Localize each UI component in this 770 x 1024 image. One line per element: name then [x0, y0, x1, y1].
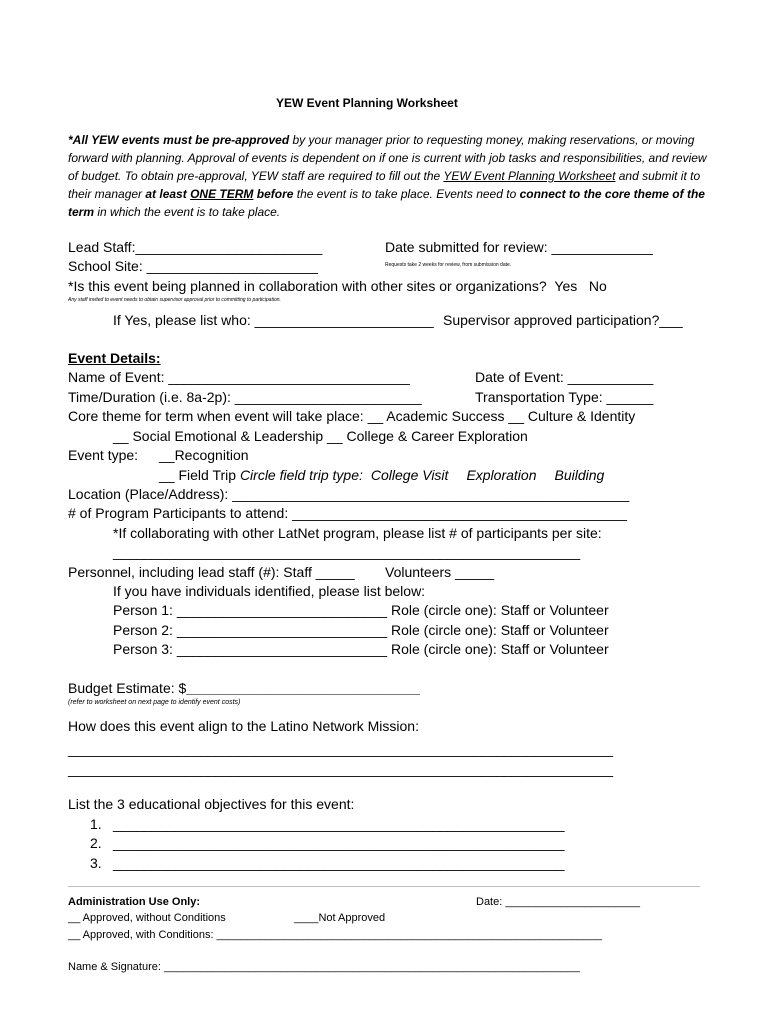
budget-label: Budget Estimate: $: [68, 680, 187, 696]
name-signature-field[interactable]: Name & Signature: ____________________________________________________________________: [68, 961, 580, 973]
mission-question: How does this event align to the Latino Network Mission:: [68, 718, 419, 734]
person-1-role[interactable]: Role (circle one): Staff or Volunteer: [391, 602, 609, 618]
review-note: Requests take 2 weeks for review, from submission date.: [385, 262, 512, 268]
recognition-option[interactable]: __Recognition: [159, 447, 249, 463]
objective-1-line[interactable]: __________________________________________________________: [113, 816, 565, 832]
objective-1-number: 1.: [90, 816, 102, 832]
objective-3-number: 3.: [90, 855, 102, 871]
person-2-field[interactable]: Person 2: ___________________________: [113, 622, 388, 638]
event-type-label: Event type:: [68, 447, 139, 463]
intro-one-term: ONE TERM: [190, 187, 254, 201]
approved-without-conditions[interactable]: __ Approved, without Conditions: [68, 912, 226, 924]
event-details-heading: Event Details:: [68, 350, 161, 366]
individuals-instruction: If you have individuals identified, please list below:: [113, 583, 426, 599]
person-3-field[interactable]: Person 3: ___________________________: [113, 641, 388, 657]
event-date-field[interactable]: Date of Event: ___________: [475, 369, 654, 385]
page-title: YEW Event Planning Worksheet: [276, 96, 458, 110]
field-trip-label: __ Field Trip: [159, 467, 237, 483]
circle-label: Circle field trip type:: [239, 467, 363, 483]
school-site-field[interactable]: School Site: ______________________: [68, 258, 318, 274]
college-visit-option[interactable]: College Visit: [370, 467, 449, 483]
core-theme-line-2[interactable]: __ Social Emotional & Leadership __ College & Career Exploration: [113, 428, 528, 444]
participants-field[interactable]: # of Program Participants to attend: ___________________________________________: [68, 505, 627, 521]
person-1-field[interactable]: Person 1: ___________________________: [113, 602, 388, 618]
objective-2-number: 2.: [90, 835, 102, 851]
volunteers-field[interactable]: Volunteers _____: [385, 564, 494, 580]
intro-preapproved: *All YEW events must be pre-approved: [68, 133, 290, 147]
collab-note: Any staff invited to event needs to obtain supervisor approval prior to committing to participation.: [68, 297, 281, 303]
core-theme-line-1[interactable]: Core theme for term when event will take place: __ Academic Success __ Culture & Identity: [68, 408, 636, 424]
building-option[interactable]: Building: [554, 467, 605, 483]
approved-with-conditions[interactable]: __ Approved, with Conditions: _______________________________________________________________: [68, 929, 603, 941]
mission-line-1[interactable]: ______________________________________________________________________: [68, 741, 614, 757]
exploration-option[interactable]: Exploration: [466, 467, 537, 483]
objective-2-line[interactable]: __________________________________________________________: [113, 835, 565, 851]
not-approved[interactable]: ____Not Approved: [294, 912, 386, 924]
intro-at-least: at least: [145, 187, 191, 201]
personnel-staff-field[interactable]: Personnel, including lead staff (#): Staff _____: [68, 564, 355, 580]
intro-before: before: [253, 187, 294, 201]
admin-heading: Administration Use Only:: [68, 896, 201, 908]
intro-text-4: in which the event is to take place.: [94, 205, 281, 219]
budget-line[interactable]: ______________________________: [186, 680, 420, 696]
date-submitted-field[interactable]: Date submitted for review: _____________: [385, 239, 653, 255]
intro-text-3: the event is to take place. Events need to: [293, 187, 520, 201]
intro-text-2: and submit it to their manager: [68, 169, 701, 201]
collab-question-text: *Is this event being planned in collaboration with other sites or organizations?: [68, 278, 547, 294]
latnet-line[interactable]: ____________________________________________________________: [113, 544, 581, 560]
supervisor-approved-field[interactable]: Supervisor approved participation?___: [443, 312, 683, 328]
admin-divider: [68, 886, 700, 887]
latnet-question: *If collaborating with other LatNet program, please list # of participants per site:: [113, 525, 602, 541]
event-name-field[interactable]: Name of Event: _______________________________: [68, 369, 410, 385]
time-duration-field[interactable]: Time/Duration (i.e. 8a-2p): ________________________: [68, 389, 422, 405]
field-trip-option[interactable]: [159, 467, 604, 483]
location-field[interactable]: Location (Place/Address): ___________________________________________________: [68, 486, 630, 502]
if-yes-list-field[interactable]: If Yes, please list who: _______________________: [113, 312, 434, 328]
person-3-role[interactable]: Role (circle one): Staff or Volunteer: [391, 641, 609, 657]
lead-staff-field[interactable]: Lead Staff:________________________: [68, 239, 323, 255]
collab-yes[interactable]: Yes: [554, 278, 578, 294]
collab-no[interactable]: No: [588, 278, 607, 294]
intro-core-theme: connect to the core theme of the term: [68, 187, 705, 219]
objectives-question: List the 3 educational objectives for this event:: [68, 796, 355, 812]
worksheet-link[interactable]: YEW Event Planning Worksheet: [443, 169, 616, 183]
person-2-role[interactable]: Role (circle one): Staff or Volunteer: [391, 622, 609, 638]
intro-paragraph: [68, 131, 708, 221]
admin-date-field[interactable]: Date: ______________________: [476, 896, 640, 908]
budget-field[interactable]: [68, 680, 420, 696]
intro-text-1: by your manager prior to requesting money, making reservations, or moving forward with planning. Approval of events is dependent on if one is current with job tasks and responsibilities, and review of budget. To obtain pre-approval, YEW staff are required to fill out the: [68, 133, 707, 183]
mission-line-2[interactable]: ______________________________________________________________________: [68, 761, 614, 777]
budget-note: (refer to worksheet on next page to identify event costs): [68, 699, 241, 706]
transportation-field[interactable]: Transportation Type: ______: [475, 389, 654, 405]
collab-question: [68, 278, 607, 294]
objective-3-line[interactable]: __________________________________________________________: [113, 855, 565, 871]
